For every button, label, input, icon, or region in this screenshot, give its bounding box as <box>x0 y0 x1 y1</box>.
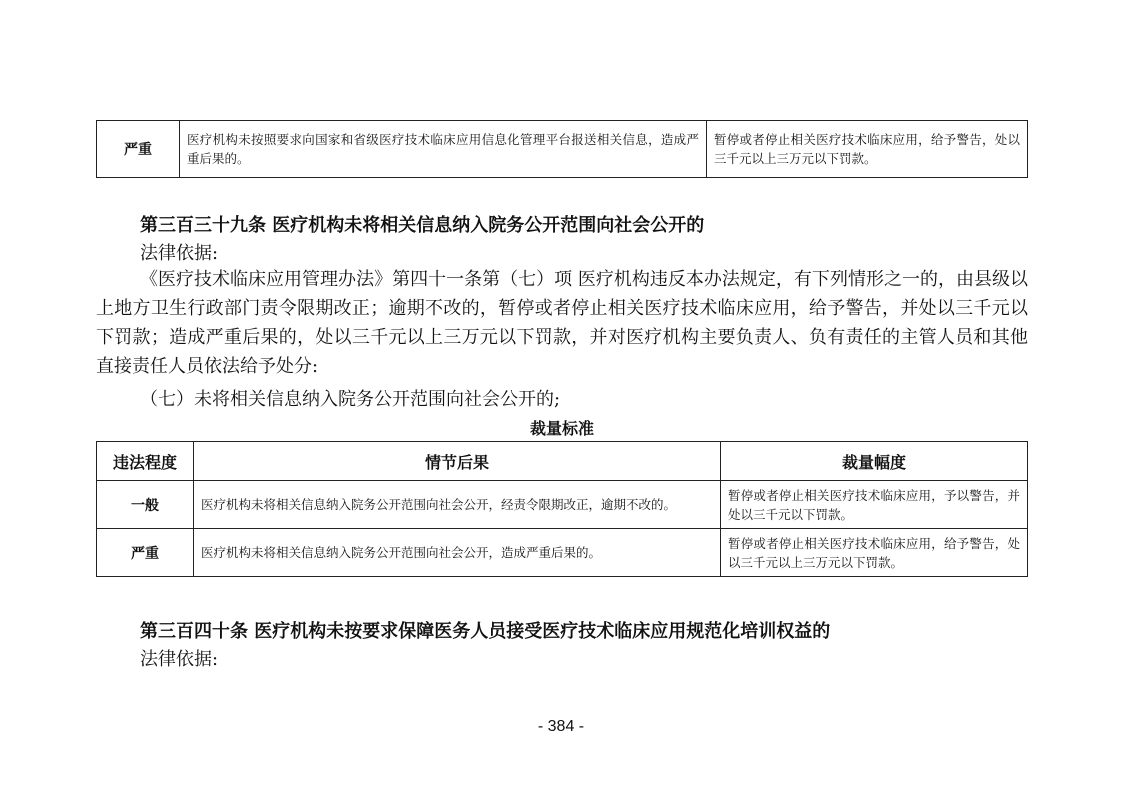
severity-level-cell: 严重 <box>97 529 194 577</box>
article-339-item: （七）未将相关信息纳入院务公开范围向社会公开的; <box>140 389 561 410</box>
circumstance-cell: 医疗机构未将相关信息纳入院务公开范围向社会公开，造成严重后果的。 <box>194 529 721 577</box>
standard-table-caption: 裁量标准 <box>529 419 594 438</box>
top-discretion-table <box>96 120 1028 178</box>
table-row <box>97 529 1028 577</box>
table-row <box>97 121 1028 178</box>
discretion-standard-table <box>96 441 1028 577</box>
severity-level-cell: 一般 <box>97 481 194 529</box>
header-penalty: 裁量幅度 <box>721 442 1028 481</box>
severity-level-cell: 严重 <box>97 121 180 178</box>
penalty-cell: 暂停或者停止相关医疗技术临床应用，予以警告，并处以三千元以下罚款。 <box>721 481 1028 529</box>
table-header-row <box>97 442 1028 481</box>
table-row <box>97 481 1028 529</box>
article-339-basis-label: 法律依据: <box>140 243 219 264</box>
penalty-cell: 暂停或者停止相关医疗技术临床应用，给予警告，处以三千元以上三万元以下罚款。 <box>707 121 1028 178</box>
header-circumstance: 情节后果 <box>194 442 721 481</box>
circumstance-cell: 医疗机构未按照要求向国家和省级医疗技术临床应用信息化管理平台报送相关信息，造成严重后果的。 <box>180 121 707 178</box>
article-340-title: 第三百四十条 医疗机构未按要求保障医务人员接受医疗技术临床应用规范化培训权益的 <box>140 621 831 642</box>
penalty-cell: 暂停或者停止相关医疗技术临床应用，给予警告，处以三千元以上三万元以下罚款。 <box>721 529 1028 577</box>
article-340-basis-label: 法律依据: <box>140 649 219 670</box>
circumstance-cell: 医疗机构未将相关信息纳入院务公开范围向社会公开，经责令限期改正，逾期不改的。 <box>194 481 721 529</box>
header-severity: 违法程度 <box>97 442 194 481</box>
article-339-title: 第三百三十九条 医疗机构未将相关信息纳入院务公开范围向社会公开的 <box>140 215 705 236</box>
page-number: - 384 - <box>537 718 585 735</box>
article-339-basis-text: 《医疗技术临床应用管理办法》第四十一条第（七）项 医疗机构违反本办法规定，有下列情形之一的，由县级以上地方卫生行政部门责令限期改正；逾期不改的，暂停或者停止相关医疗技术临床应用，给予警告，并处以三千元以下罚款；造成严重后果的，处以三千元以上三万元以下罚款，并对医疗机构主要负责人、负有责任的主管人员和其他直接责任人员依法给予处分: <box>96 269 1028 377</box>
